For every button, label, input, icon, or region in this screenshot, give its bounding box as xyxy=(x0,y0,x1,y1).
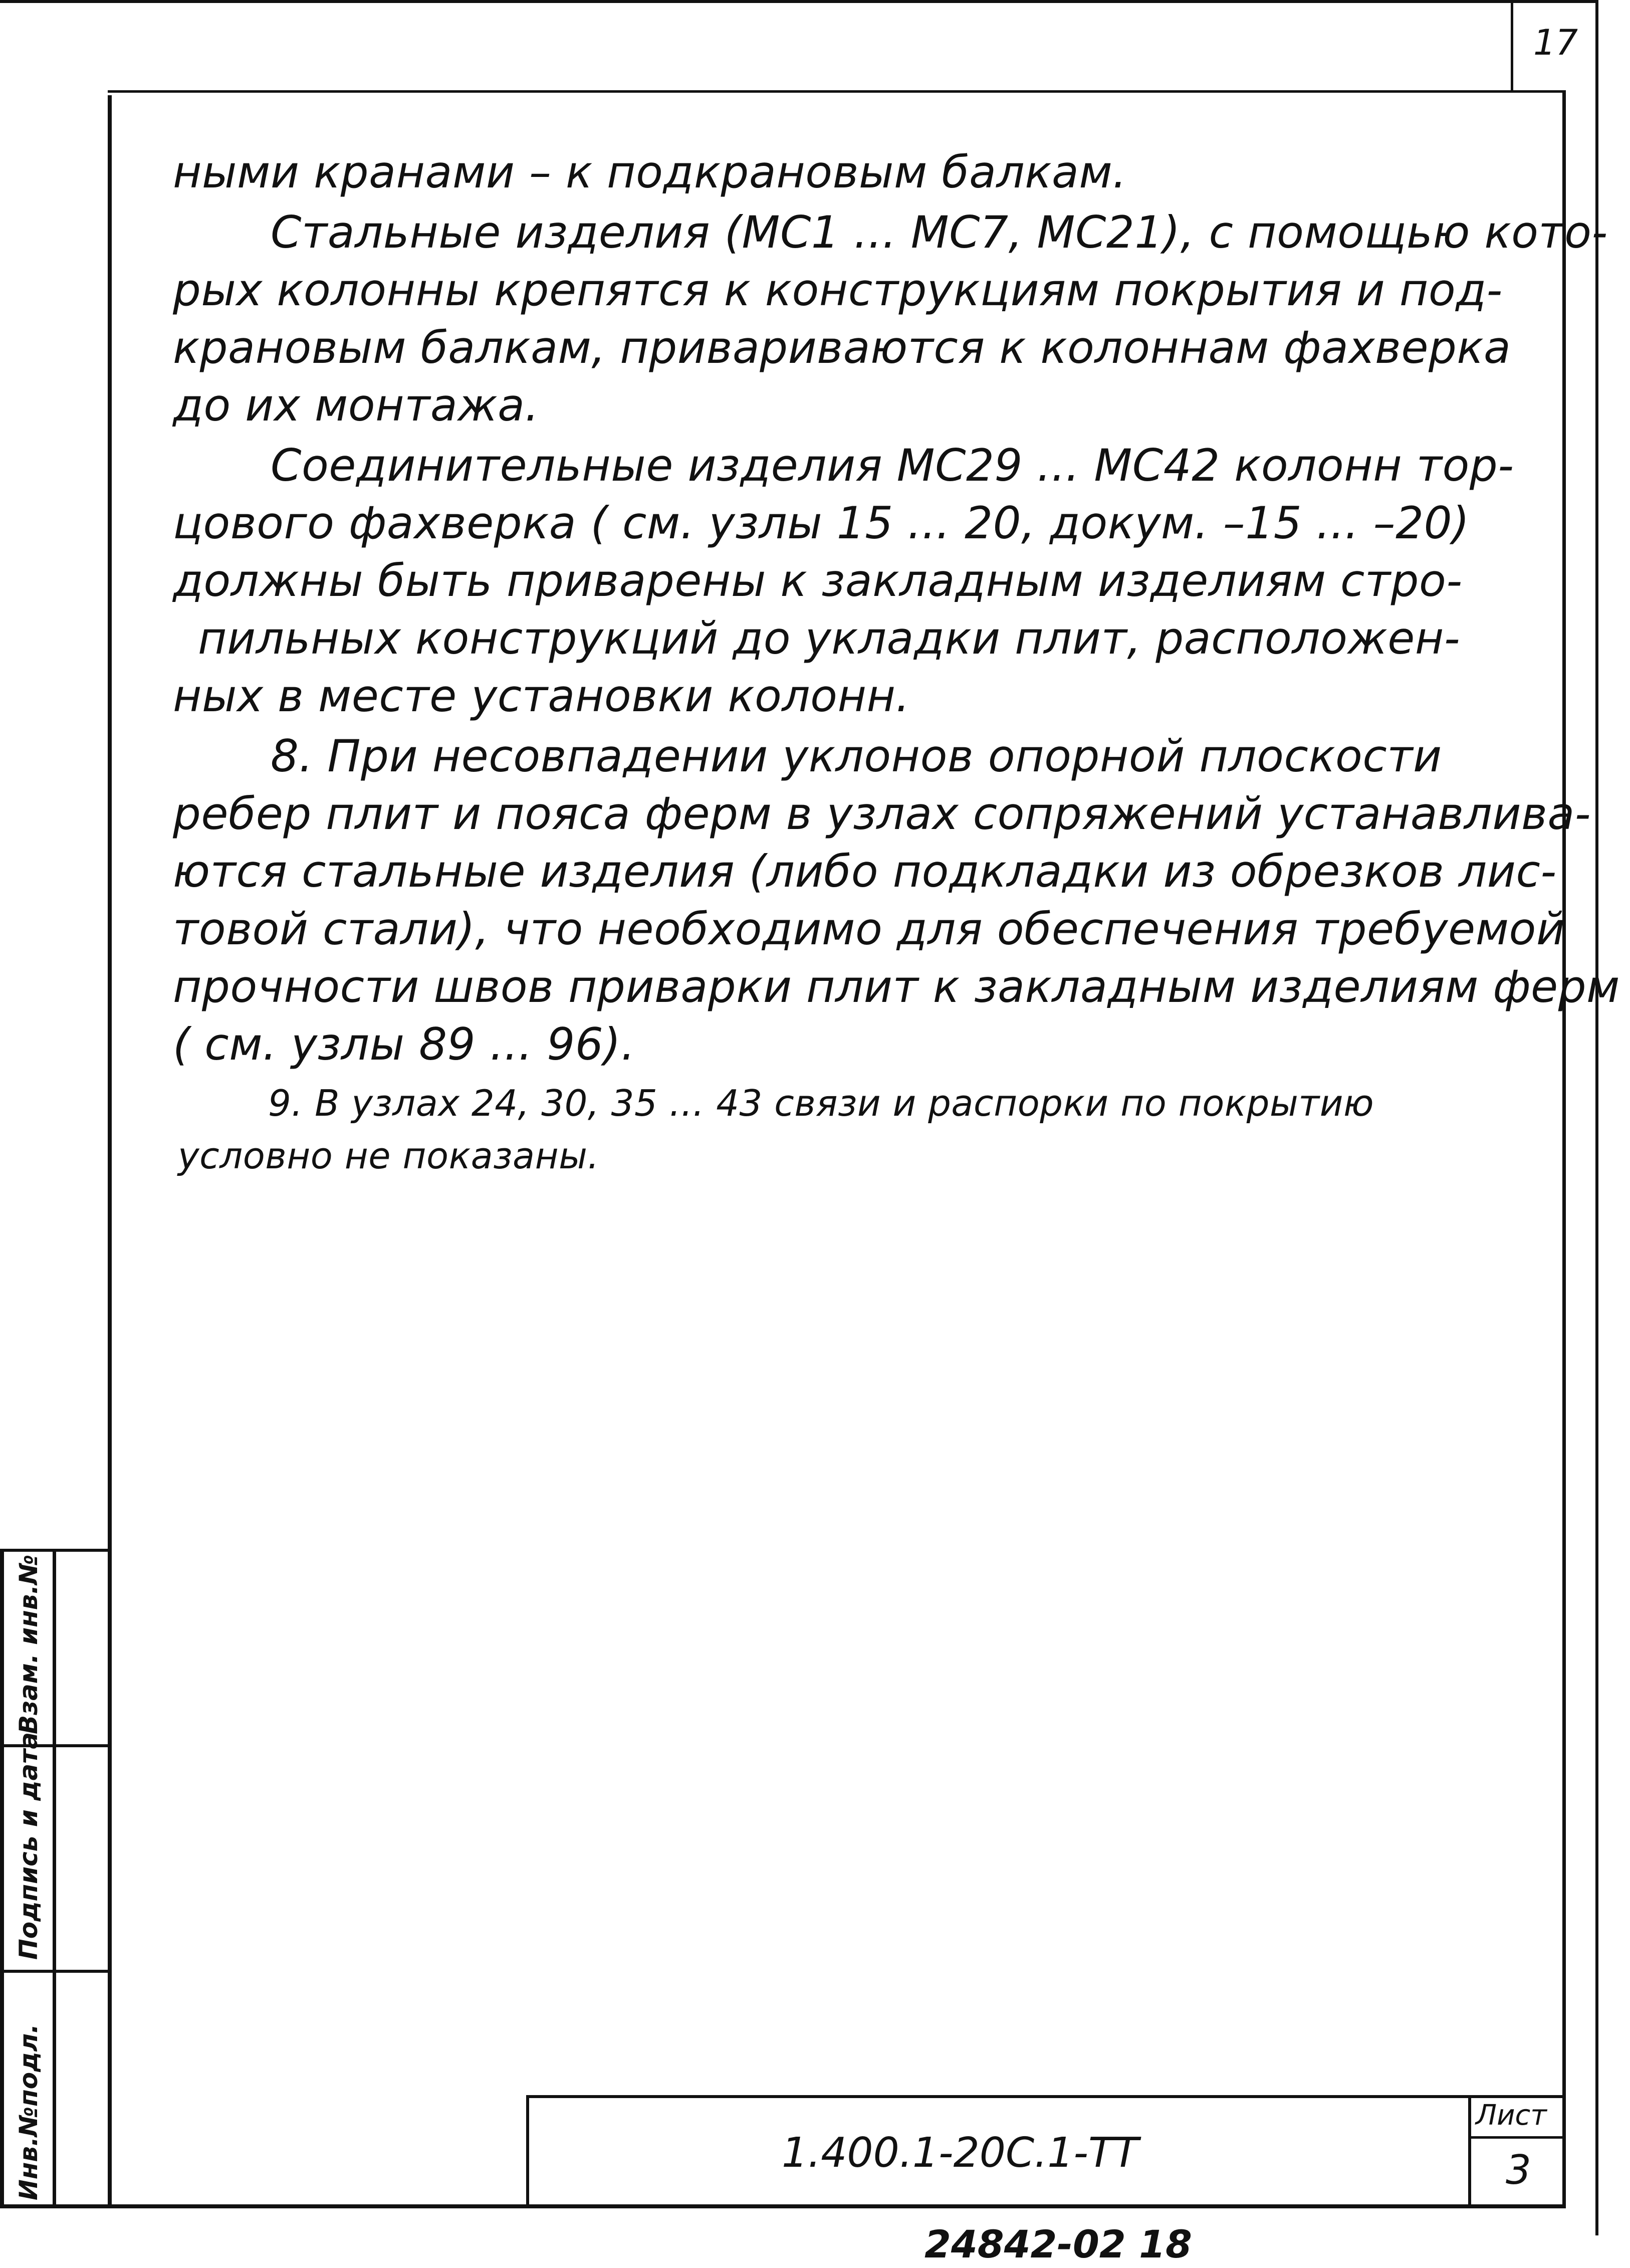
text-line-4: крановым балкам, привариваются к колоннам фахверка xyxy=(173,322,1511,373)
text-line-12: ребер плит и пояса ферм в узлах сопряжений устанавлива- xyxy=(173,788,1591,840)
text-line-6: Соединительные изделия МС29 ... МС42 колонн тор- xyxy=(271,440,1514,491)
text-line-9: пильных конструкций до укладки плит, расположен- xyxy=(198,612,1461,664)
stamp-podpis-data: Подпись и дата xyxy=(14,1732,43,1960)
side-stamp-outer-left xyxy=(0,1549,4,2208)
text-line-10: ных в месте установки колонн. xyxy=(173,670,910,722)
frame-right-line xyxy=(1562,90,1566,2208)
title-block-top xyxy=(526,2095,1563,2098)
footer-code: 24842-02 18 xyxy=(924,2222,1192,2266)
side-stamp-bottom xyxy=(0,2204,111,2208)
page-number: 17 xyxy=(1533,22,1578,63)
text-line-1: ными кранами – к подкрановым балкам. xyxy=(173,146,1127,198)
side-stamp-divider-2 xyxy=(0,1970,111,1973)
frame-top-line xyxy=(0,0,1598,3)
stamp-vzam-inv: Взам. инв.№ xyxy=(14,1554,43,1734)
text-line-7: цового фахверка ( см. узлы 15 ... 20, докум. –15 ... –20) xyxy=(173,497,1470,549)
document-code: 1.400.1-20С.1-ТТ xyxy=(782,2129,1139,2177)
text-line-2: Стальные изделия (МС1 ... МС7, МС21), с помощью кото- xyxy=(271,207,1608,258)
text-line-14: товой стали), что необходимо для обеспечения требуемой xyxy=(173,903,1565,955)
text-line-5: до их монтажа. xyxy=(173,379,540,431)
text-line-16: ( см. узлы 89 ... 96). xyxy=(173,1018,635,1070)
sheet-number: 3 xyxy=(1506,2147,1531,2193)
frame-top-inner-line xyxy=(108,90,1566,93)
frame-right-edge xyxy=(1595,0,1598,2235)
text-line-18: условно не показаны. xyxy=(178,1135,599,1177)
title-block-left xyxy=(526,2095,529,2208)
page-number-box-left xyxy=(1511,0,1513,93)
text-line-3: рых колонны крепятся к конструкциям покрытия и под- xyxy=(173,264,1503,316)
title-block-sheet-divider xyxy=(1468,2095,1471,2208)
side-stamp-column-divider xyxy=(53,1549,56,2208)
title-block-sheet-label-line xyxy=(1468,2136,1563,2139)
text-line-13: ются стальные изделия (либо подкладки из обрезков лис- xyxy=(173,846,1557,897)
text-line-8: должны быть приварены к закладным изделиям стро- xyxy=(173,555,1463,606)
sheet-label: Лист xyxy=(1476,2099,1547,2132)
text-line-11: 8. При несовпадении уклонов опорной плоскости xyxy=(271,730,1442,782)
side-stamp-top xyxy=(0,1549,111,1552)
text-line-17: 9. В узлах 24, 30, 35 ... 43 связи и распорки по покрытию xyxy=(268,1082,1374,1124)
frame-left-line xyxy=(108,95,112,2208)
text-line-15: прочности швов приварки плит к закладным изделиям ферм xyxy=(173,961,1620,1012)
stamp-inv-podl: Инв.№подл. xyxy=(14,2023,43,2200)
frame-bottom-line xyxy=(108,2204,1566,2208)
